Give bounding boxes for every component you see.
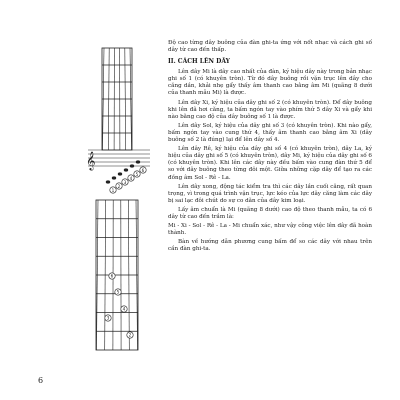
note-head — [124, 168, 128, 171]
treble-clef-icon: 𝄞 — [86, 151, 96, 170]
neck-top-body — [86, 48, 150, 193]
string-number-label: 4 — [129, 176, 133, 181]
paragraph-6: Lấy âm chuẩn là Mi (quãng 8 dưới) cao độ theo thanh mẫu, ta có 6 dây từ cao đến trầm là: — [168, 206, 372, 220]
note-head — [118, 172, 122, 175]
string-number-label: 5 — [135, 172, 139, 177]
fret-marker-label: 3 — [106, 315, 110, 321]
paragraph-2: Lên dây Xi, ký hiệu của dây ghi số 2 (có khuyên tròn). Để dây buông khi lên đã hơi căng, ta bấm ngón tay vào phím thứ 5 dây Xi và gẩy khi nào bằng cao độ của dây buông số 1 là được. — [168, 99, 372, 120]
fret-marker-label: 2 — [128, 332, 132, 338]
paragraph-3: Lên dây Sol, ký hiệu của dây ghi số 3 (có khuyên tròn). Khi nào gẩy, bấm ngón tay vào cung thứ 4, thấy âm thanh cao bằng âm Xi (dây buông số 2 là đúng) lại để lên dây số 4. — [168, 122, 372, 144]
intro-paragraph: Độ cao từng dây buông của đàn ghi-ta ứng với nốt nhạc và cách ghi số dây từ cao đến thấp. — [168, 40, 372, 54]
section-heading: II. CÁCH LÊN DÂY — [168, 58, 230, 66]
fret-marker-label: 6 — [110, 273, 114, 279]
neck-bottom-body — [96, 200, 138, 350]
text-column — [168, 40, 372, 255]
page-number: 6 — [38, 376, 44, 385]
note-head — [106, 180, 110, 183]
note-head — [130, 164, 134, 167]
paragraph-8: Bàn về hướng dẫn phương cung bấm để so các dây với nhau trên cần đàn ghi-ta. — [168, 239, 372, 253]
string-number-label: 1 — [111, 188, 115, 193]
fret-marker-label: 5 — [116, 289, 120, 295]
string-number-label: 6 — [141, 168, 145, 173]
note-head — [112, 176, 116, 179]
paragraph-1: Lên dây Mi là dây cao nhất của đàn, ký hiệu dây này trong bản nhạc ghi số 1 (có khuyên tròn). Từ đó dây buông rồi vặn trục lên dây cho căng dần, khải nhẹ gẩy thấy âm thanh cao bằng âm Mi (quãng 8 dưới của thanh mẫu Mi) là được. — [168, 69, 372, 97]
paragraph-5: Lên dây xong, động tác kiểm tra thì các dây lần cuối căng, rất quan trọng, vì trong quá trình vặn trục, lực kéo của lực dây căng làm các dây bị sai lạc đôi chút do sự co dãn của dây kim loại. — [168, 183, 372, 204]
string-number-label: 2 — [117, 184, 121, 189]
string-number-label: 3 — [123, 180, 127, 185]
note-head — [136, 160, 140, 163]
paragraph-7: Mi - Xi - Sol - Rê - La - Mi chuẩn xác, như vậy công việc lên dây đã hoàn thành. — [168, 223, 372, 237]
paragraph-4: Lên dây Rê, ký hiệu của dây ghi số 4 (có khuyên tròn), dây La, ký hiệu của dây ghi số 5 (có khuyên tròn), dây Mi, ký hiệu của dây ghi số 6 (có khuyên tròn). Khi lên các dây này đều bấm vào cung đàn thứ 5 để so với dây buông theo từng đôi một. Giữa những cặp dây để tạo ra các đồng âm Sol - Rê - La. — [168, 146, 372, 181]
fret-marker-label: 4 — [122, 306, 126, 312]
